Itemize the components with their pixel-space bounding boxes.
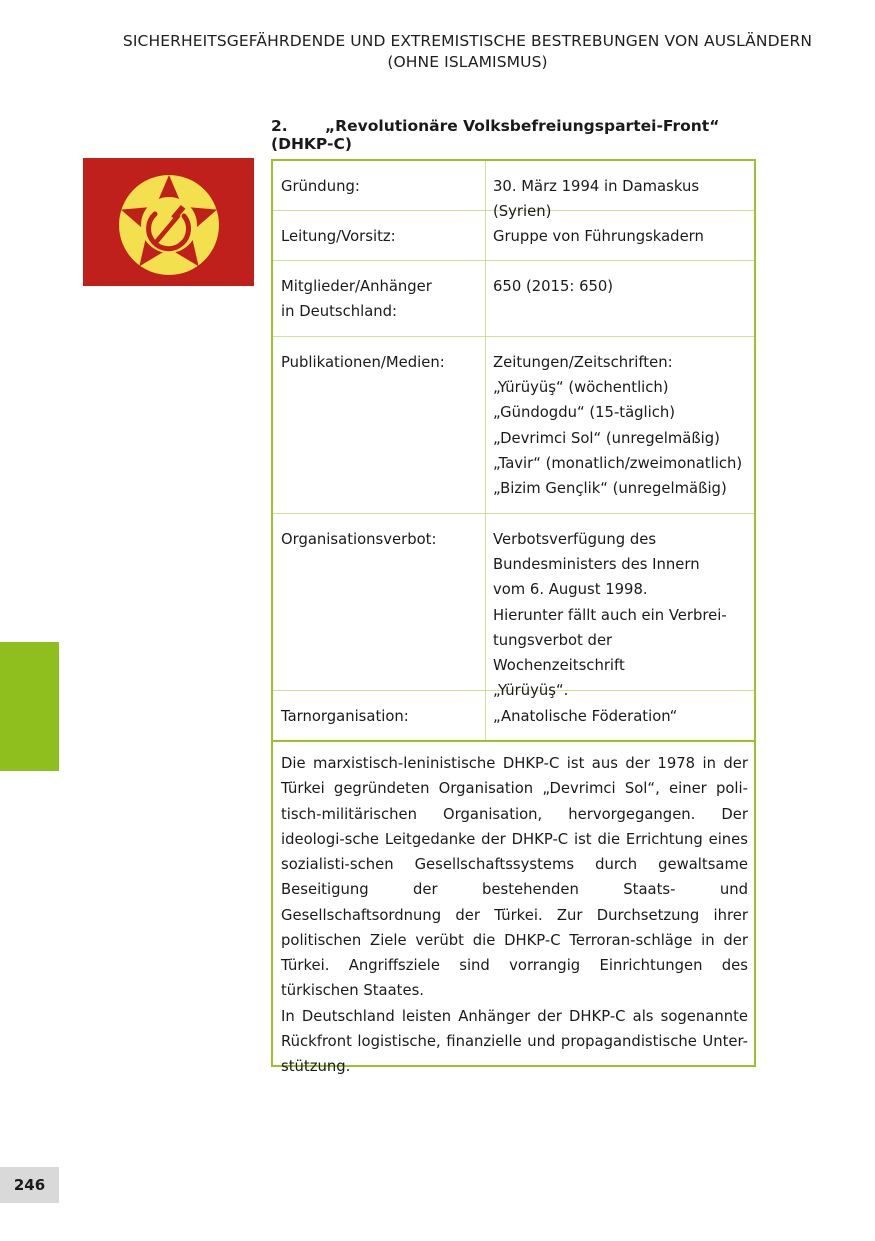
section-title: „Revolutionäre Volksbefreiungspartei-Front“ (DHKP-C) xyxy=(271,117,720,153)
row-value: „Anatolische Föderation“ xyxy=(493,708,678,725)
table-row-publikationen xyxy=(273,337,754,514)
section-heading xyxy=(271,117,771,153)
row-label: Tarnorganisation: xyxy=(273,691,486,740)
organization-description xyxy=(281,751,748,1079)
row-label: Mitglieder/Anhänger in Deutschland: xyxy=(273,261,486,336)
running-header-line-2: (OHNE ISLAMISMUS) xyxy=(387,53,548,71)
row-label: Leitung/Vorsitz: xyxy=(273,211,486,260)
row-label: Organisationsverbot: xyxy=(273,514,486,690)
row-value: Verbotsverfügung des Bundesministers des Innern vom 6. August 1998. Hierunter fällt auch ein Verbrei- tungsverbot der Wochenzeitschrift „Yürüyüş“. xyxy=(493,531,727,700)
description-paragraph: Die marxistisch-leninistische DHKP-C ist aus der 1978 in der Türkei gegründeten Organisation „Devrimci Sol“, einer poli-tisch-militärischen Organisation, hervorgegangen. Der ideologi-sche Leitgedanke der DHKP-C ist die Errichtung eines sozialisti-schen Gesellschaftssystems durch gewaltsame Beseitigung der bestehenden Staats- und Gesellschaftsordnung der Türkei. Zur Durchsetzung ihrer politischen Ziele verübt die DHKP-C Terroran-schläge in der Türkei. Angriffsziele sind vorrangig Einrichtungen des türkischen Staates. xyxy=(281,755,748,1000)
table-row-leitung xyxy=(273,211,754,261)
row-value: Gruppe von Führungskadern xyxy=(493,228,704,245)
row-value: Zeitungen/Zeitschriften: „Yürüyüş“ (wöchentlich) „Gündogdu“ (15-täglich) „Devrimci Sol“ (unregelmäßig) „Tavir“ (monatlich/zweimonatlich) „Bizim Gençlik“ (unregelmäßig) xyxy=(493,354,743,498)
section-number: 2. xyxy=(271,117,288,135)
row-value: 650 (2015: 650) xyxy=(493,278,614,295)
description-paragraph: In Deutschland leisten Anhänger der DHKP-C als sogenannte Rückfront logistische, finanzielle und propagandistische Unter-stützung. xyxy=(281,1007,748,1075)
table-row-organisationsverbot xyxy=(273,514,754,700)
running-header xyxy=(60,31,875,73)
table-row-mitglieder xyxy=(273,261,754,337)
page-number: 246 xyxy=(0,1167,59,1203)
row-label: Publikationen/Medien: xyxy=(273,337,486,513)
row-value: 30. März 1994 in Damaskus (Syrien) xyxy=(493,178,700,221)
table-row-gruendung xyxy=(273,161,754,221)
row-label: Gründung: xyxy=(273,161,486,210)
organization-profile-table xyxy=(271,159,756,1075)
dhkp-c-flag-icon xyxy=(83,158,254,286)
chapter-color-tab xyxy=(0,642,59,771)
running-header-line-1: SICHERHEITSGEFÄHRDENDE UND EXTREMISTISCHE BESTREBUNGEN VON AUSLÄNDERN xyxy=(122,32,813,50)
table-row-tarnorganisation xyxy=(273,691,754,742)
